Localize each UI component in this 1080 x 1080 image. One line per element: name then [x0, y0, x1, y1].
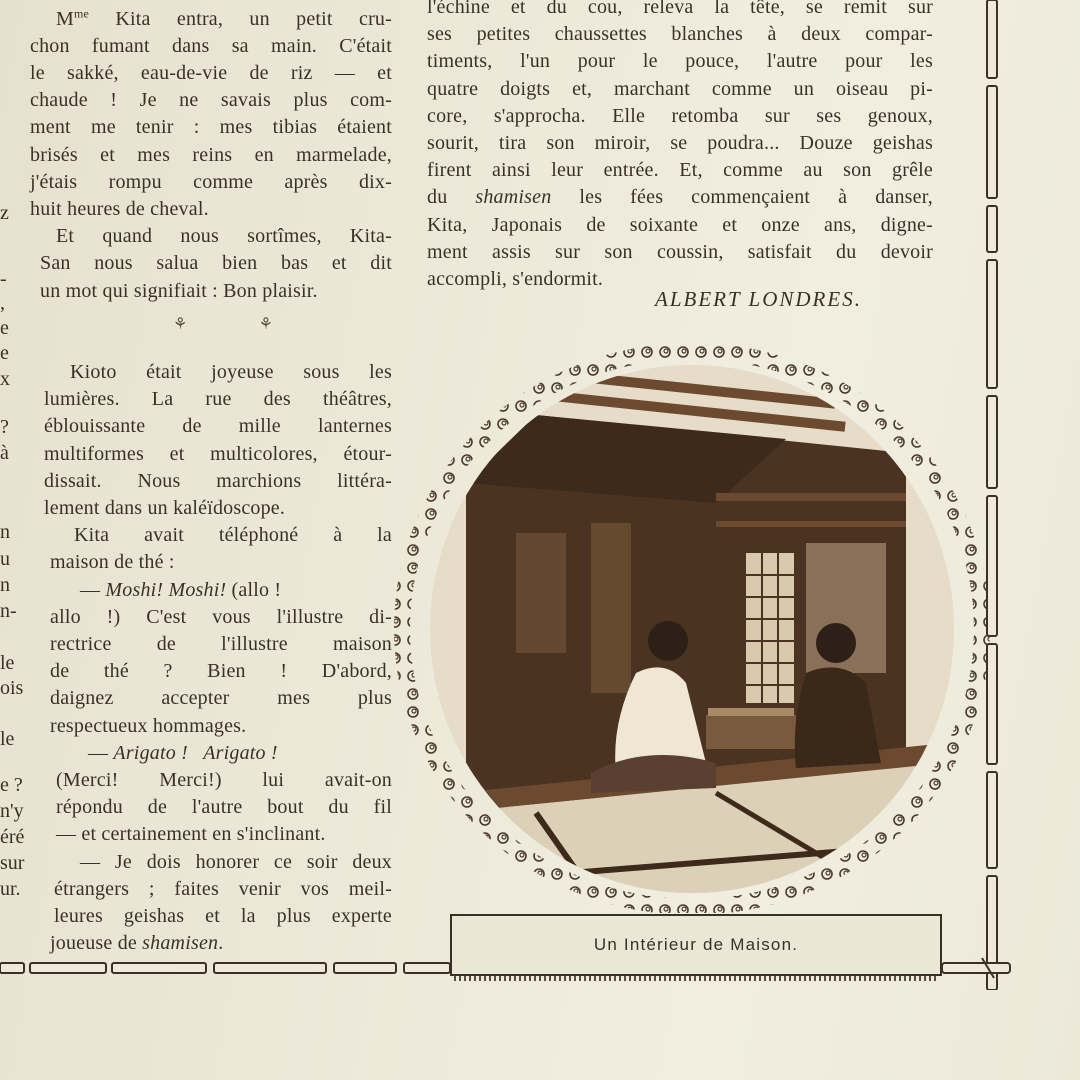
paragraph-sortimes: [30, 223, 392, 305]
text-line: lement dans un kaléïdoscope.: [44, 496, 286, 519]
text-line: [50, 577, 392, 604]
cropped-text-fragment: e ?: [0, 774, 23, 796]
text-line: lumières. La rue des théâtres,: [44, 388, 392, 411]
text-line: $M^{me}$ Kita entra, un petit cru-: [56, 6, 392, 30]
left-text-column: [30, 0, 392, 957]
text-line: ment me tenir : mes tibias étaient: [30, 116, 392, 139]
text-line: respectueux hommages.: [50, 714, 247, 737]
text-line: rectrice de l'illustre maison: [50, 632, 392, 655]
cropped-text-fragment: ur.: [0, 878, 21, 900]
text-line: allo !) C'est vous l'illustre di-: [50, 605, 392, 628]
text-line: [56, 740, 392, 767]
text-line: daignez accepter mes plus: [50, 687, 392, 710]
text-line: chaude ! Je ne savais plus com-: [30, 89, 392, 112]
cropped-text-fragment: n'y: [0, 800, 24, 822]
text-segment: du: [427, 186, 476, 209]
cropped-text-fragment: e: [0, 342, 9, 364]
text-line: répondu de l'autre bout du fil: [56, 796, 392, 819]
cropped-text-fragment: u: [0, 548, 10, 570]
text-line: Kioto était joyeuse sous les: [70, 360, 392, 383]
text-line: Kita avait téléphoné à la: [74, 524, 392, 547]
text-line: firent ainsi leur entrée. Et, comme au son grêle: [427, 159, 933, 182]
cropped-text-fragment: sur: [0, 852, 25, 874]
figure-caption-box: [450, 914, 942, 976]
cropped-text-fragment: n-: [0, 600, 17, 622]
cropped-text-fragment: ,: [0, 292, 5, 314]
text-line: un mot qui signifiait : Bon plaisir.: [40, 279, 318, 302]
text-line: le sakké, eau-de-vie de riz — et: [30, 62, 392, 85]
paragraph-moshi: [30, 577, 392, 740]
text-segment: .: [218, 932, 224, 955]
text-line: huit heures de cheval.: [30, 198, 209, 221]
text-line: [50, 930, 392, 957]
cropped-text-fragment: le: [0, 652, 15, 674]
cropped-text-fragment: x: [0, 368, 10, 390]
em-dash: —: [80, 578, 106, 601]
paragraph-honorer-last: [30, 930, 392, 957]
cropped-text-fragment: ois: [0, 677, 24, 699]
text-line: multiformes et multicolores, étour-: [44, 442, 392, 465]
italic-term: shamisen: [475, 186, 552, 209]
author-signature: ALBERT LONDRES.: [655, 287, 862, 311]
text-line: chon fumant dans sa main. C'était: [30, 34, 392, 57]
text-line: San nous salua bien bas et dit: [40, 252, 392, 275]
text-line: accompli, s'endormit.: [427, 268, 604, 291]
text-line: j'étais rompu comme après dix-: [30, 170, 392, 193]
text-line: dissait. Nous marchions littéra-: [44, 469, 392, 492]
text-line: (Merci! Merci!) lui avait-on: [56, 768, 392, 791]
fleuron-icon: ⚘: [173, 316, 188, 333]
text-segment: les fées commençaient à danser,: [551, 186, 933, 209]
text-line: Kita, Japonais de soixante et onze ans, digne-: [427, 213, 933, 236]
figure-photo: [386, 343, 1002, 913]
text-line: timents, l'un pour le pouce, l'autre pour les: [427, 50, 933, 73]
bamboo-border-horizontal-icon: [0, 956, 460, 980]
text-line: — Je dois honorer ce soir deux: [80, 850, 392, 873]
cropped-text-fragment: e: [0, 317, 9, 339]
text-segment: (allo !: [226, 578, 282, 601]
cropped-text-fragment: -: [0, 268, 7, 290]
bamboo-border-vertical-icon: [980, 0, 1004, 990]
text-line: [56, 0, 392, 33]
paragraph-mme-kita-cont: [30, 33, 392, 223]
text-line: de thé ? Bien ! D'abord,: [50, 660, 392, 683]
text-line: l'échine et du cou, releva la tête, se remit sur: [427, 0, 933, 18]
text-line: étrangers ; faites venir vos meil-: [54, 877, 392, 900]
cropped-text-fragment: n: [0, 521, 10, 543]
text-segment: joueuse de: [50, 932, 143, 955]
text-line: quatre doigts et, marchant comme un oiseau pi-: [427, 77, 933, 100]
paragraph-telephone: [30, 522, 392, 576]
italic-term: Moshi! Moshi!: [105, 578, 227, 601]
bamboo-corner-tie-icon: [942, 956, 1014, 980]
italic-term: Arigato ! Arigato !: [113, 741, 278, 764]
cropped-text-fragment: à: [0, 442, 9, 464]
paragraph-arigato: [30, 740, 392, 849]
text-line: — et certainement en s'inclinant.: [56, 823, 326, 846]
text-line: leures geishas et la plus experte: [54, 904, 392, 927]
figure-caption: Un Intérieur de Maison.: [593, 935, 799, 954]
cropped-text-fragment: le: [0, 728, 15, 750]
cropped-text-fragment: n: [0, 574, 10, 596]
paragraph-mme-kita: [30, 0, 392, 33]
text-line: [427, 184, 933, 211]
em-dash: —: [88, 741, 114, 764]
interior-photo-image: [386, 343, 1002, 913]
text-line: Et quand nous sortîmes, Kita-: [56, 225, 392, 248]
section-break-ornament: [173, 314, 273, 334]
text-line: ment assis sur son coussin, satisfait du devoir: [427, 240, 933, 263]
paragraph-geishas: [427, 0, 933, 184]
text-line: core, s'approcha. Elle retomba sur ses genoux,: [427, 104, 933, 127]
cropped-text-fragment: z: [0, 202, 9, 224]
right-text-column: [427, 0, 933, 293]
cropped-text-fragment: éré: [0, 826, 25, 848]
cropped-text-fragment: ?: [0, 416, 9, 438]
fleuron-icon: ⚘: [258, 316, 273, 333]
text-line: maison de thé :: [50, 551, 175, 574]
paragraph-honorer: [30, 849, 392, 931]
text-line: ses petites chaussettes blanches à deux compar-: [427, 23, 933, 46]
text-line: sourit, tira son miroir, se poudra... Douze geishas: [427, 132, 933, 155]
paragraph-geishas-end: [427, 212, 933, 294]
text-line: éblouissante de mille lanternes: [44, 415, 392, 438]
paragraph-kioto: [30, 359, 392, 522]
italic-term: shamisen: [142, 932, 219, 955]
text-line: brisés et mes reins en marmelade,: [30, 143, 392, 166]
